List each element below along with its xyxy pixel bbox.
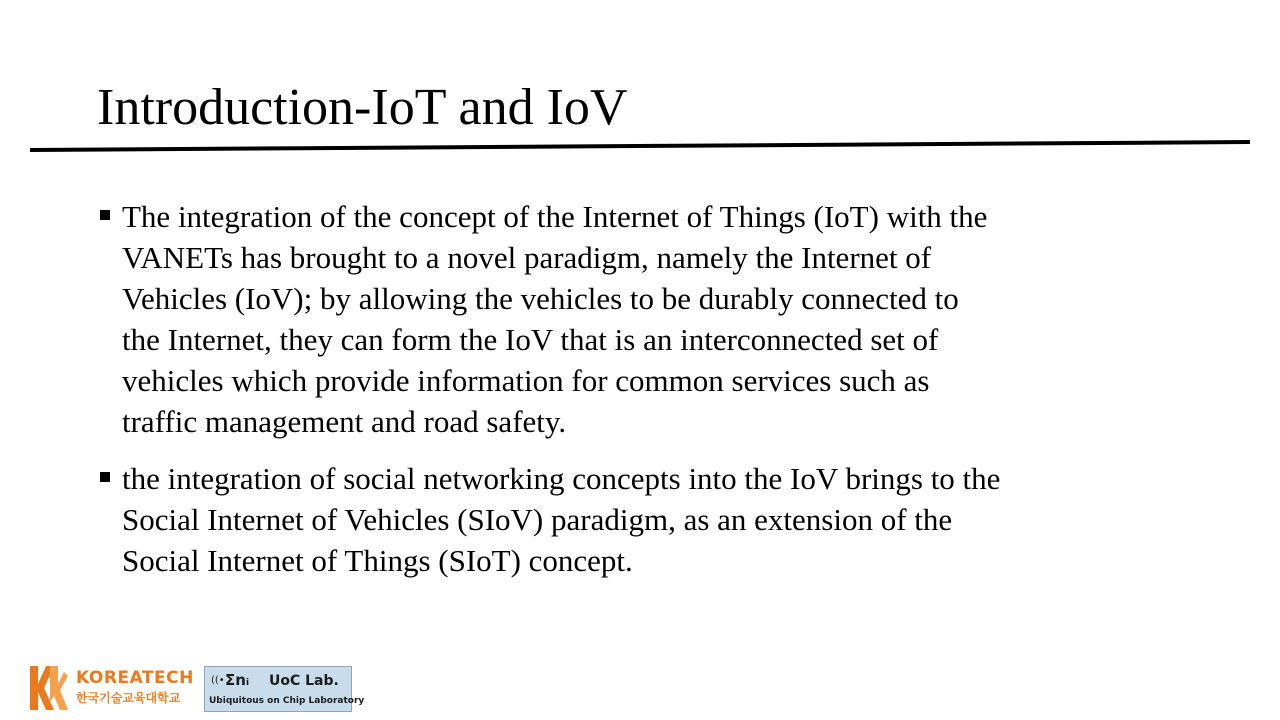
sigma-icon: Σnᵢ	[225, 671, 250, 689]
bullet-text-line: Social Internet of Things (SIoT) concept.	[122, 543, 633, 578]
bullet-text-line: The integration of the concept of the Internet of Things (IoT) with the	[122, 199, 988, 234]
bullet-text-line: Vehicles (IoV); by allowing the vehicles to be durably connected to	[122, 281, 959, 316]
bullet-item	[100, 458, 1200, 581]
uoc-lab-logo	[204, 666, 365, 712]
square-bullet-icon	[100, 210, 110, 220]
square-bullet-icon	[100, 472, 110, 482]
bullet-text-line: the integration of social networking concepts into the IoV brings to the	[122, 461, 1001, 496]
slide-title: Introduction-IoT and IoV	[97, 79, 628, 136]
koreatech-korean-name: 한국기술교육대학교	[76, 691, 181, 705]
uoc-lab-subtitle: Ubiquitous on Chip Laboratory	[209, 696, 365, 706]
bullet-text-line: traffic management and road safety.	[122, 404, 567, 439]
bullet-text-line: vehicles which provide information for common services such as	[122, 363, 930, 398]
bullet-text-line: the Internet, they can form the IoV that is an interconnected set of	[122, 322, 939, 357]
bullet-text-line: VANETs has brought to a novel paradigm, namely the Internet of	[122, 240, 932, 275]
koreatech-wordmark: KOREATECH	[76, 668, 194, 688]
signal-icon: ((•	[211, 675, 225, 686]
bullet-text-line: Social Internet of Vehicles (SIoV) paradigm, as an extension of the	[122, 502, 953, 537]
bullet-list	[100, 196, 1200, 597]
koreatech-emblem-icon	[26, 662, 70, 714]
uoc-lab-name: UoC Lab.	[269, 673, 339, 689]
footer-logos	[26, 654, 366, 716]
bullet-item	[100, 196, 1200, 442]
